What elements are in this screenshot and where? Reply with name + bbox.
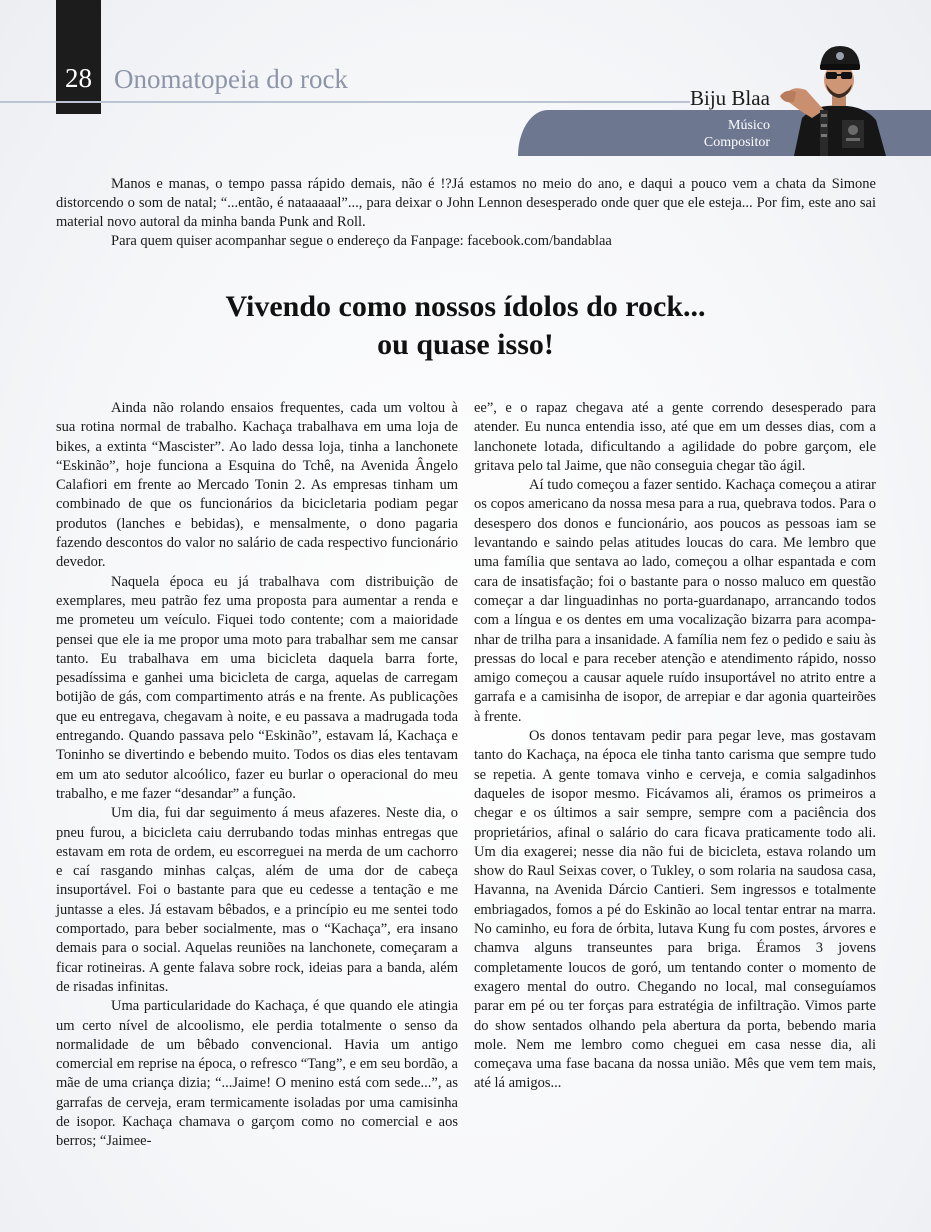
body-paragraph: Os donos tentavam pedir para pegar leve, mas gostavam tanto do Kachaça, na época ele tinha tanto carisma que sempre tudo se repetia. A gente tomava vinho e cerveja, e comia salgadinhos daqueles de isopor mesmo. Ficávamos ali, éramos os primeiros a chegar e os últimos a sair sempre, sempre com a paciência dos proprietários, afinal o salário do cara ficava praticamente todo ali. Um dia exagerei; nesse dia não fui de bicicleta, estava rolando um show do Raul Seixas cover, o Tukley, o som rolaria na saudosa casa, Havanna, na Avenida Dárcio Cantieri. Sem ingressos e totalmente embriagados, fomos a pé do Eskinão ao local tentar entrar na marra. No caminho, eu fora de órbita, lutava Kung fu com postes, árvores e chamva alguns transeuntes para briga. Éramos 3 jovens completamente loucos de goró, um tentando conter o momento de exagero mental do outro. Chegando no local, mal conseguíamos parar em pé ou ter forças para estratégia de infiltração. Vimos parte do show sentados olhando pela abertura da porta, bebendo maria mole. Nem me lembro como cheguei em casa nesse dia, ali começava uma fase bacana da nossa união. Mês que vem tem mais, até lá amigos...	[474, 728, 876, 1092]
intro-paragraph: Manos e manas, o tempo passa rápido demais, não é !?Já estamos no meio do ano, e daqui a pouco vem a chata da Simone distorcendo o som de natal; “...então, é nataaaaal”..., para deixar o John Lennon desesperado onde quer que ele esteja... Por fim, este ano sai material novo autoral da minha banda Punk and Roll.	[56, 176, 876, 230]
page-number: 28	[65, 63, 92, 93]
article-column-left	[56, 399, 458, 1152]
body-paragraph: ee”, e o rapaz chegava até a gente correndo desesperado para atender. Eu nunca entendia isso, até que em um desses dias, com a lanchonete lotada, dificultando a agilidade do pobre garçom, ele gritava pelo tal Jaime, que não conseguia chegar tão ágil.	[474, 400, 876, 474]
author-role-composer: Compositor	[703, 135, 770, 150]
section-title: Onomatopeia do rock	[114, 64, 348, 94]
body-paragraph: Um dia, fui dar seguimento á meus afazeres. Neste dia, o pneu furou, a bicicleta caiu derrubando todas minhas entregas que estavam em rota de ordem, eu escorreguei na merda de um cachorro e caí rasgando minhas calças, além de uma dor de cabeça insuportável. Foi o bastante para que eu cedesse a tentação e me juntasse a eles. Já estavam bêbados, e a princípio eu me sentei todo comportado, para beber socialmente, mas o “Kachaça”, era insano demais para o social. Aquelas reuniões na lanchonete, começaram a ficar rotineiras. A gente falava sobre rock, ideias para a banda, além de risadas infinitas.	[56, 805, 458, 995]
body-paragraph: Uma particularidade do Kachaça, é que quando ele atingia um certo nível de alcoolismo, ele perdia totalmente o senso da normalidade de um bêbado convencional. Havia um antigo comercial em reprise na época, o refresco “Tang”, e em seu bordão, a mãe de uma criança dizia; “...Jaime! O menino está com sede...”, as garrafas de cerveja, eram termicamente isoladas por uma camisinha de isopor. Kachaça chamava o garçom como no comercial e aos berros; “Jaimee-	[56, 998, 458, 1150]
author-photo	[776, 40, 894, 156]
body-paragraph: Naquela época eu já trabalhava com distribuição de exemplares, meu patrão fez uma proposta para aumentar a renda e me prometeu um veículo. Fiquei todo contente; com a maioridade pensei que ele ia me propor uma moto para trabalhar sem me cansar tanto. Eu trabalhava em uma bicicleta daquela barra forte, pesadíssima e ganhei uma bicicleta de carga, aquelas de carregam botijão de gás, com compartimento atrás e na frente. As publicações que eu entregava, chegavam à noite, e eu passava a madrugada toda entregando. Quando passava pelo “Eskinão”, estavam lá, Kachaça e Toninho se divertindo e bebendo muito. Todos os dias eles tentavam em um ato sedutor alcoólico, fazer eu burlar o operacional do meu trabalho, e me fazer “desandar” a função.	[56, 573, 458, 802]
body-paragraph: Ainda não rolando ensaios frequentes, cada um voltou à sua rotina normal de trabalho. Kachaça trabalhava em uma loja de bikes, a extinta “Mascister”. Ao lado dessa loja, tinha a lanchonete “Eskinão”, hoje funciona a Esquina do Tchê, na Avenida Ângelo Calafiori em frente ao Mercado Tonin 2. As empresas tinham um combinado de que os funcionários da bicicletaria podiam pegar produtos (lanches e bebidas), e mensalmente, o dono pagaria fazendo descontos do valor no salário de cada respectivo funcionário devedor.	[56, 400, 458, 571]
author-name: Biju Blaa	[690, 86, 770, 110]
article-headline	[0, 288, 931, 364]
headline-line: ou quase isso!	[377, 328, 554, 361]
page-number-tab	[56, 0, 101, 114]
header-divider	[0, 101, 690, 103]
intro-text	[56, 175, 876, 251]
intro-paragraph: Para quem quiser acompanhar segue o endereço da Fanpage: facebook.com/bandablaa	[111, 233, 612, 249]
body-paragraph: Aí tudo começou a fazer sentido. Kachaça começou a atirar os copos americano da nossa mesa para a rua, quebrava todos. Para o desespero dos donos e funcionário, aos poucos as pessoas iam se levantando e saindo pelas atitudes loucas do cara. Me lembro que uma família que sentava ao lado, começou a olhar espantada e com cara de insatisfação; foi o bastante para o nosso maluco em questão começar a dar linguadinhas no porta-guardanapo, arrancando todos com a língua e os dentes em uma vocalização bizarra para acompanhar de trilha para a insanidade. A família nem fez o pedido e saiu às pressas do local e para receber atenção e atendimento rápido, nosso amigo começou a causar aquele ruído insuportável no atrito entre a garrafa e a camisinha de isopor, de arrepiar e dar agonia quarteirões à frente.	[474, 477, 876, 725]
headline-line: Vivendo como nossos ídolos do rock...	[225, 290, 706, 323]
author-role-musician: Músico	[728, 118, 770, 133]
article-column-right	[474, 399, 876, 1094]
